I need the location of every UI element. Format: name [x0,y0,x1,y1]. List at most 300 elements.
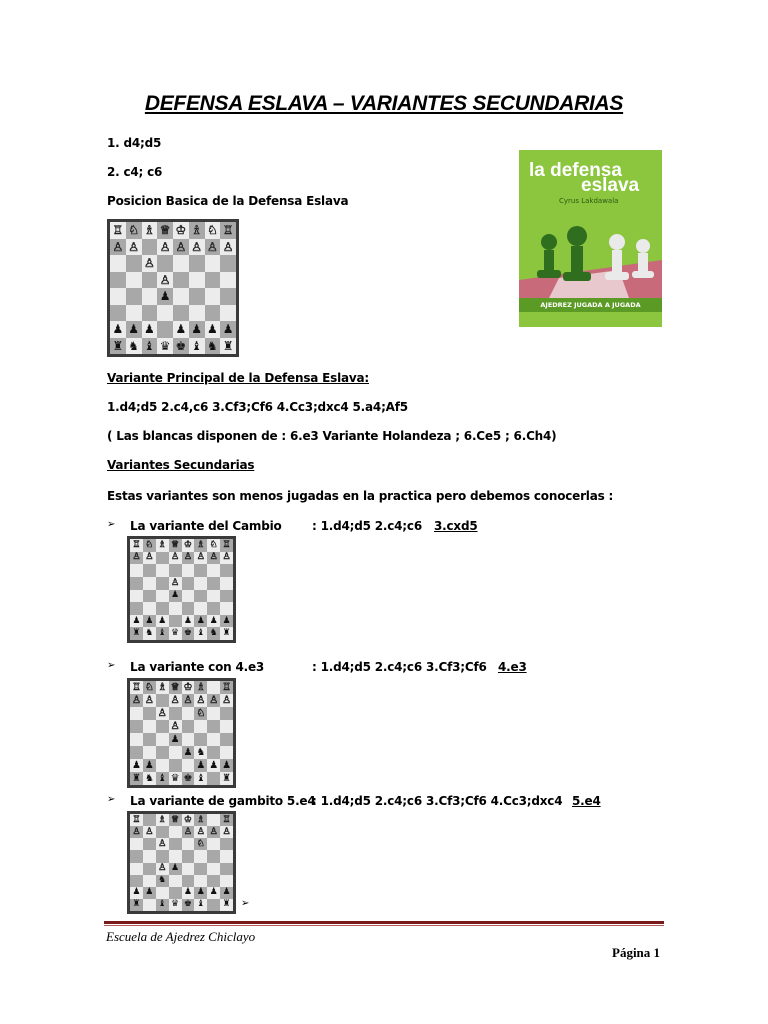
footer-rule-thin [104,925,664,926]
board-square [205,255,221,272]
book-cover [519,150,662,327]
board-square [205,222,221,239]
board-square [173,305,189,322]
board-square [156,694,169,707]
white-piece-icon: ♔ [183,539,192,550]
white-piece-icon: ♙ [183,552,192,563]
footer-school: Escuela de Ajedrez Chiclayo [106,929,256,944]
board-square [173,255,189,272]
variant-key-move: 5.e4 [572,794,601,808]
board-square [143,615,156,628]
white-piece-icon: ♙ [143,256,155,271]
black-piece-icon: ♟ [183,615,192,626]
bullet-arrow-icon: ➢ [241,898,250,909]
white-piece-icon: ♘ [196,838,205,849]
board-square [194,759,207,772]
board-square [130,564,143,577]
board-square [156,746,169,759]
black-piece-icon: ♚ [183,628,192,639]
board-square [156,681,169,694]
board-square [182,759,195,772]
page-title: DEFENSA ESLAVA – VARIANTES SECUNDARIAS [144,92,624,115]
board-square [194,590,207,603]
board-square [143,707,156,720]
variant-name: La variante del Cambio [130,519,282,533]
black-piece-icon: ♞ [158,875,167,886]
black-piece-icon: ♟ [170,733,180,745]
board-square [156,627,169,640]
board-square [182,826,195,838]
variant-moves: : 1.d4;d5 2.c4;c6 3.Cf3;Cf6 [312,660,487,674]
white-piece-icon: ♙ [222,694,232,706]
board-square [157,338,173,355]
board-square [220,564,233,577]
white-piece-icon: ♗ [196,681,206,693]
board-square [182,850,195,862]
black-piece-icon: ♟ [144,759,154,771]
board-square [130,887,143,899]
book-title-line2: eslava [581,175,640,196]
board-square [130,746,143,759]
board-square [157,305,173,322]
black-piece-icon: ♟ [159,289,171,304]
board-square [156,552,169,565]
white-piece-icon: ♙ [191,239,202,254]
board-square [143,814,156,826]
black-piece-icon: ♝ [191,338,202,353]
board-square [220,577,233,590]
board-square [169,875,182,887]
board-square [156,814,169,826]
black-piece-icon: ♝ [158,628,167,639]
board-square [169,887,182,899]
board-square [220,272,236,289]
white-piece-icon: ♙ [222,239,234,254]
board-square [220,899,233,911]
board-square [142,222,158,239]
board-square [220,772,233,785]
board-square [156,720,169,733]
board-square [173,239,189,256]
footer-rule [104,921,664,924]
black-piece-icon: ♟ [112,322,124,337]
board-square [207,899,220,911]
white-piece-icon: ♕ [170,681,180,693]
board-square [169,539,182,552]
board-square [143,746,156,759]
board-square [143,772,156,785]
white-piece-icon: ♘ [144,681,154,693]
board-square [207,772,220,785]
board-square [169,577,182,590]
black-piece-icon: ♟ [132,887,141,898]
board-square [156,564,169,577]
board-square [182,772,195,785]
board-square [182,694,195,707]
board-square [220,539,233,552]
board-square [157,288,173,305]
board-square [156,838,169,850]
black-piece-icon: ♟ [175,322,187,337]
board-square [110,222,126,239]
white-piece-icon: ♙ [196,552,205,563]
board-square [126,222,142,239]
board-square [126,321,142,338]
board-square [220,759,233,772]
board-square [169,602,182,615]
board-square [156,887,169,899]
board-square [194,814,207,826]
move-2: 2. c4; c6 [107,165,163,179]
board-square [143,899,156,911]
board-square [189,288,205,305]
board-square [182,863,195,875]
board-square [169,707,182,720]
black-piece-icon: ♛ [171,899,180,910]
board-square [182,875,195,887]
board-square [207,875,220,887]
bullet-arrow-icon: ➢ [107,794,116,805]
chess-board-e4 [127,811,236,914]
board-square [143,552,156,565]
book-chess-pieces-illustration [519,220,662,298]
board-square [143,564,156,577]
board-square [194,826,207,838]
black-piece-icon: ♟ [132,615,141,626]
white-piece-icon: ♙ [171,552,180,563]
board-square [130,863,143,875]
board-square [207,577,220,590]
board-square [173,288,189,305]
board-square [205,338,221,355]
board-square [194,577,207,590]
board-square [156,602,169,615]
board-square [169,552,182,565]
board-square [207,552,220,565]
board-square [220,887,233,899]
board-square [169,720,182,733]
board-square [157,321,173,338]
page-number: Página 1 [612,945,661,960]
white-piece-icon: ♙ [209,826,218,837]
white-piece-icon: ♙ [112,239,124,254]
board-square [130,772,143,785]
board-square [182,627,195,640]
bullet-arrow-icon: ➢ [107,660,116,671]
white-piece-icon: ♗ [196,814,205,825]
white-piece-icon: ♔ [183,814,192,825]
board-square [126,305,142,322]
board-square [207,564,220,577]
white-piece-icon: ♙ [222,552,231,563]
board-square [189,222,205,239]
board-square [220,338,236,355]
board-square [130,759,143,772]
board-square [126,255,142,272]
board-square [130,539,143,552]
board-square [220,255,236,272]
black-piece-icon: ♞ [206,338,218,353]
board-square [143,577,156,590]
board-square [143,627,156,640]
board-square [207,887,220,899]
black-piece-icon: ♟ [209,759,219,771]
board-square [182,899,195,911]
black-piece-icon: ♟ [196,615,205,626]
black-piece-icon: ♝ [157,772,167,784]
board-square [130,577,143,590]
board-square [207,733,220,746]
black-piece-icon: ♝ [196,772,206,784]
black-piece-icon: ♟ [143,322,155,337]
board-square [143,759,156,772]
board-square [194,707,207,720]
white-piece-icon: ♗ [158,539,167,550]
black-piece-icon: ♟ [183,887,192,898]
board-square [220,681,233,694]
board-square [189,338,205,355]
board-square [207,615,220,628]
board-square [194,887,207,899]
white-piece-icon: ♙ [175,239,187,254]
board-square [156,899,169,911]
white-piece-icon: ♙ [206,239,218,254]
white-piece-icon: ♗ [157,681,167,693]
black-piece-icon: ♝ [196,628,205,639]
white-piece-icon: ♖ [131,681,141,693]
board-square [194,627,207,640]
board-square [143,694,156,707]
board-square [182,552,195,565]
board-square [143,539,156,552]
secundarias-heading: Variantes Secundarias [107,458,255,472]
black-piece-icon: ♚ [183,899,192,910]
board-square [157,222,173,239]
board-square [156,759,169,772]
white-piece-icon: ♙ [128,239,139,254]
board-square [194,899,207,911]
black-piece-icon: ♜ [112,338,124,353]
variant-moves: : 1.d4;d5 2.c4;c6 3.Cf3;Cf6 4.Cc3;dxc4 [312,794,563,808]
white-piece-icon: ♙ [132,552,141,563]
black-piece-icon: ♟ [145,615,154,626]
white-piece-icon: ♙ [209,552,218,563]
white-piece-icon: ♗ [196,539,205,550]
board-square [169,681,182,694]
book-author: Cyrus Lakdawala [559,197,619,205]
board-square [189,239,205,256]
chess-board-basic [107,219,239,357]
board-square [205,288,221,305]
black-piece-icon: ♟ [222,759,232,771]
board-square [130,720,143,733]
board-square [194,838,207,850]
board-square [142,321,158,338]
board-square [182,590,195,603]
board-square [194,602,207,615]
white-piece-icon: ♙ [158,838,167,849]
white-piece-icon: ♖ [132,539,141,550]
white-piece-icon: ♘ [196,707,206,719]
white-piece-icon: ♙ [144,694,154,706]
white-piece-icon: ♙ [145,826,154,837]
board-square [169,590,182,603]
board-square [156,772,169,785]
board-square [220,627,233,640]
board-square [182,733,195,746]
board-square [156,875,169,887]
board-square [189,321,205,338]
white-piece-icon: ♔ [183,681,193,693]
board-square [182,681,195,694]
white-piece-icon: ♙ [132,826,141,837]
board-square [156,590,169,603]
board-square [130,681,143,694]
board-square [220,305,236,322]
board-square [169,627,182,640]
black-piece-icon: ♞ [209,628,218,639]
bullet-arrow-icon: ➢ [107,519,116,530]
board-square [156,539,169,552]
variant-name: La variante de gambito 5.e4 [130,794,316,808]
board-square [130,552,143,565]
board-square [173,272,189,289]
white-piece-icon: ♕ [171,539,180,550]
board-square [169,564,182,577]
board-square [182,814,195,826]
board-square [130,899,143,911]
board-square [169,772,182,785]
board-square [194,615,207,628]
board-square [182,707,195,720]
board-square [143,602,156,615]
board-square [130,627,143,640]
white-piece-icon: ♙ [159,272,171,287]
board-square [142,239,158,256]
black-piece-icon: ♚ [175,338,187,353]
white-piece-icon: ♕ [159,223,171,238]
board-square [173,338,189,355]
board-square [130,733,143,746]
board-square [130,602,143,615]
board-square [194,850,207,862]
board-square [194,720,207,733]
board-square [130,826,143,838]
black-piece-icon: ♜ [222,899,231,910]
board-square [169,733,182,746]
chess-board-cambio [127,536,236,643]
black-piece-icon: ♛ [171,628,180,639]
black-piece-icon: ♟ [206,322,218,337]
board-square [194,539,207,552]
board-square [143,733,156,746]
board-square [220,321,236,338]
board-square [130,694,143,707]
board-square [143,590,156,603]
board-square [189,255,205,272]
board-square [207,850,220,862]
board-square [182,539,195,552]
white-piece-icon: ♙ [159,239,171,254]
board-square [110,288,126,305]
white-piece-icon: ♘ [128,223,139,238]
board-square [156,707,169,720]
board-square [157,239,173,256]
board-square [182,564,195,577]
board-square [156,615,169,628]
black-piece-icon: ♚ [183,772,193,784]
black-piece-icon: ♟ [209,887,218,898]
board-square [130,707,143,720]
board-square [110,338,126,355]
white-piece-icon: ♘ [209,539,218,550]
board-square [110,272,126,289]
board-square [220,590,233,603]
board-square [142,288,158,305]
board-square [220,615,233,628]
board-square [220,826,233,838]
board-square [207,746,220,759]
white-piece-icon: ♘ [145,539,154,550]
white-piece-icon: ♙ [145,552,154,563]
board-square [207,539,220,552]
board-square [220,602,233,615]
board-square [130,814,143,826]
black-piece-icon: ♟ [183,746,193,758]
board-square [205,321,221,338]
variant-key-move: 3.cxd5 [434,519,478,533]
black-piece-icon: ♟ [222,887,231,898]
white-piece-icon: ♙ [131,694,141,706]
white-piece-icon: ♙ [183,694,193,706]
black-piece-icon: ♞ [128,338,139,353]
board-square [143,838,156,850]
board-square [169,899,182,911]
board-square [169,863,182,875]
board-square [205,239,221,256]
board-square [220,707,233,720]
black-piece-icon: ♟ [171,590,180,601]
white-piece-icon: ♙ [183,826,192,837]
board-square [207,602,220,615]
board-square [194,875,207,887]
board-square [207,681,220,694]
board-square [207,826,220,838]
board-square [130,850,143,862]
board-square [156,850,169,862]
board-square [194,564,207,577]
board-square [189,272,205,289]
move-1: 1. d4;d5 [107,136,162,150]
white-piece-icon: ♕ [171,814,180,825]
board-square [169,694,182,707]
board-square [143,887,156,899]
board-square [126,239,142,256]
black-piece-icon: ♝ [196,899,205,910]
black-piece-icon: ♟ [191,322,202,337]
board-square [173,222,189,239]
black-piece-icon: ♟ [222,322,234,337]
black-piece-icon: ♝ [143,338,155,353]
board-square [207,863,220,875]
board-square [143,850,156,862]
white-piece-icon: ♙ [158,863,167,874]
board-square [189,305,205,322]
board-square [156,863,169,875]
black-piece-icon: ♟ [128,322,139,337]
black-piece-icon: ♝ [158,899,167,910]
black-piece-icon: ♟ [209,615,218,626]
